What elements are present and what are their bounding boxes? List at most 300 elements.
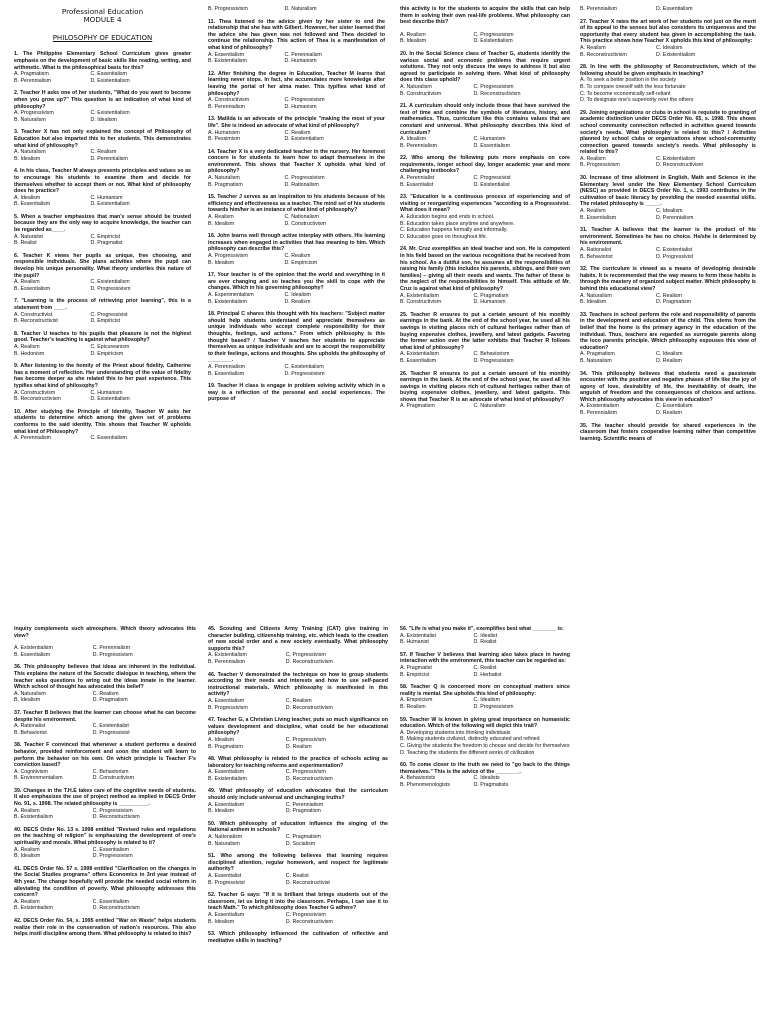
answer-option: C. Existentialist <box>92 723 129 730</box>
question-item <box>400 51 570 97</box>
question-stem <box>400 684 570 697</box>
answer-option: D. Perennialism <box>90 155 128 162</box>
answer-option: A. Rationalist <box>580 247 612 253</box>
question-text: In his class, Teacher M always presents principles and values so as to encourage his students to examine them and decide for themselves whether to accept them or not. What kind of philosophy does he practice? <box>14 168 191 195</box>
answer-options <box>400 293 570 306</box>
answer-option: D. Realism <box>656 410 682 417</box>
question-item <box>400 246 570 305</box>
answer-option: B. Perennialism <box>400 142 438 149</box>
question-item <box>208 194 385 227</box>
answer-option: B. Essentialism <box>580 214 617 221</box>
answer-option: B. Existentialism <box>208 58 247 65</box>
question-item <box>580 64 756 104</box>
answer-option: D. Empiricism <box>90 350 124 357</box>
answer-options <box>208 130 385 143</box>
question-item <box>14 626 196 658</box>
answer-option: B. Existentialism <box>208 775 247 782</box>
question-stem <box>14 918 196 938</box>
answer-option: B. Idealism <box>208 220 235 227</box>
question-text: Teacher V demonstrated the technique on how to group students according to their needs and interests and how to use self-paced instructional materials. Which philosophy is manifested in this activity? <box>208 671 388 698</box>
question-text: Teacher A believes that the learner is the product of his environment. Sometimes he has no choice. He/she is determined by his environment. <box>580 227 756 247</box>
question-number: 13. <box>208 116 216 123</box>
answer-options <box>208 802 388 815</box>
answer-option: D. Constructivism <box>284 220 326 227</box>
question-text: Increase of time allotment in English, Math and Science in the Elementary level under the New Elementary School Curriculum (NESC) as provided in DECS Order No. 1, s. 1993 contributes in the cultivation of basic literacy by providing the needed essential skills. The related philosophy is _____. <box>580 175 756 208</box>
answer-option: C. Behaviorism <box>473 351 510 358</box>
question-stem <box>14 409 191 435</box>
question-number: 8. <box>14 330 19 337</box>
question-stem <box>580 110 756 156</box>
answer-option: C. Progressivism <box>285 769 326 776</box>
answer-option: B. Pragmatism <box>208 743 243 750</box>
question-text: Teacher W is known in giving great importance on humanistic education. Which of the following will depict this trait? <box>400 716 570 730</box>
question-stem <box>208 717 388 737</box>
question-item <box>400 684 570 710</box>
answer-option: A. Realism <box>400 31 426 38</box>
answer-option: A. Idealism <box>208 736 235 743</box>
question-stem <box>208 931 388 944</box>
answer-option: D. Reconstructivism <box>285 918 333 925</box>
question-number: 25. <box>400 311 408 318</box>
question-number: 5. <box>14 213 19 220</box>
question-text: The curriculum is viewed as a means of developing desirable habits. It is recommended that the way means to form these habits is through the mastery of organized subject matter. Which philosophy is behind this educational view? <box>580 266 756 292</box>
answer-option: A. Essentialism <box>208 911 245 918</box>
answer-option: C. Progressivism <box>92 807 133 814</box>
question-item <box>14 214 191 247</box>
answer-options <box>400 175 570 188</box>
answer-options <box>14 435 191 442</box>
answer-option: B. Environmentalism <box>14 775 63 782</box>
answer-option: B. Idealism <box>14 155 41 162</box>
question-item <box>14 90 191 123</box>
question-text: Teacher X is a very dedicated teacher in the nursery. Her foremost concern is for students to learn how to adapt themselves in the environment. This shows that Teacher X upholds what kind of philosophy? <box>208 148 385 175</box>
question-stem <box>400 312 570 352</box>
question-number: 11. <box>208 18 216 25</box>
answer-options <box>400 403 570 410</box>
answer-option: A. Pragmatism <box>580 351 615 358</box>
question-text: Teacher B believes that the learner can choose what he can become despite his environment. <box>14 709 196 723</box>
question-number: 30. <box>580 175 588 182</box>
question-item <box>14 331 191 357</box>
answer-options <box>400 84 570 97</box>
question-stem <box>580 227 756 247</box>
answer-option: A. Behaviorists <box>400 775 436 782</box>
answer-option: A. To seek a better position in the society <box>580 77 677 84</box>
answer-option: D. Reconstructivism <box>656 162 704 169</box>
question-number: 37. <box>14 709 22 716</box>
question-number: 1. <box>14 51 19 58</box>
answer-option: C. Giving the students the freedom to choose and decide for themselves <box>400 742 570 749</box>
question-stem <box>400 371 570 404</box>
question-text: In line with the philosophy of Reconstructivism, which of the following should be given emphasis in teaching? <box>580 64 756 77</box>
question-stem <box>400 717 570 730</box>
answer-options <box>208 698 388 711</box>
answer-option: A. Naturalism <box>400 83 432 90</box>
page1-column-2 <box>208 6 385 409</box>
answer-option: C. Perennialism <box>284 51 322 58</box>
answer-options <box>14 110 191 123</box>
question-item <box>14 129 191 162</box>
answer-option: C. Pragmatism <box>473 292 509 299</box>
question-item <box>14 827 196 860</box>
answer-option: C. Perennialism <box>92 645 130 652</box>
answer-option: C. Essentialism <box>92 846 130 853</box>
question-item <box>14 742 196 782</box>
answer-option: D. Reconstructivism <box>92 905 140 912</box>
answer-option: D. Humanism <box>284 58 317 65</box>
answer-option: D. Reconstructivism <box>285 775 333 782</box>
answer-option: B. Perennialism <box>208 658 246 665</box>
question-text: DECS Order No. 57 s. 1998 entitled "Clarification on the changes in the Social Studies programs" offers Economics in 3rd year instead of 4th year. The change hopefully will provide the needed social reform in alleviating the condition of poverty. What philosophy addresses this concern? <box>14 865 196 899</box>
answer-options <box>208 292 385 305</box>
answer-options <box>14 390 191 403</box>
answer-option: B. Existentialism <box>14 814 53 821</box>
answer-option: C. Realist <box>285 873 309 879</box>
answer-option: D. Reconstructivism <box>92 814 140 821</box>
question-item <box>580 6 756 13</box>
question-item <box>580 227 756 260</box>
question-stem <box>14 51 191 71</box>
document-page-2 <box>0 618 768 1024</box>
question-number: 15. <box>208 194 216 201</box>
answer-option: D. Empiricist <box>90 318 121 325</box>
question-item <box>208 756 388 782</box>
answer-option: C. Realism <box>656 292 682 299</box>
answer-option: B. Perennialism <box>208 103 246 110</box>
answer-option: A. Existentialism <box>400 292 439 299</box>
answer-option: C. Nationalism <box>284 214 319 221</box>
question-item <box>208 672 388 712</box>
question-stem <box>580 423 756 443</box>
answer-option: A. Idealism <box>14 194 41 201</box>
answer-option: A. Essentialism <box>208 697 245 704</box>
answer-option: D. Existentialism <box>473 38 513 45</box>
question-stem <box>580 19 756 45</box>
question-stem <box>14 129 191 149</box>
answer-option: A. Existentialism <box>208 652 247 659</box>
question-stem <box>208 149 385 175</box>
question-text: Teacher X rates the art work of her students not just on the merit of its appeal to the senses but also considers its uniqueness and the opportunity that every student has given in accomplishing the task. This practice shows how Teacher X upholds this kind of philosophy: <box>580 18 756 45</box>
question-number: 27. <box>580 18 588 25</box>
question-text: Teacher K views her pupils as unique, free choosing, and responsible individuals. She plans activities where the pupil can develop his unique personality. What theory underlies this nature of the pupil? <box>14 252 191 279</box>
answer-option: A. Essentialism <box>208 51 245 58</box>
question-item <box>208 71 385 111</box>
answer-options <box>208 737 388 750</box>
answer-option: A. Essentialist <box>208 873 242 879</box>
answer-option: A. Existentialism <box>580 403 619 410</box>
answer-option: A. Developing students into thinking individuals <box>400 729 511 736</box>
question-text: Changes in the T.H.E takes care of the cognitive needs of students. It also emphasizes the use of project method as implied in DECS Order No. 91, s. 1998. The related philosophy is __________. <box>14 787 196 808</box>
question-stem <box>580 371 756 404</box>
question-stem <box>208 821 388 834</box>
answer-options <box>400 665 570 678</box>
answer-option: A. Realism <box>14 343 40 350</box>
answer-option: B. Reconstructivism <box>580 51 627 58</box>
question-stem <box>400 246 570 292</box>
question-number: 49. <box>208 788 216 795</box>
answer-option: C. Progressivist <box>473 175 511 182</box>
question-text: After finishing the degree in Education, Teacher M learns that learning never stops. In fact, she accumulates more knowledge after leaving the portal of her alma mater. This typifies what kind of philosophy? <box>208 70 385 97</box>
question-item <box>400 762 570 788</box>
question-number: 40. <box>14 826 22 833</box>
answer-option: D. Pragmatist <box>90 240 123 247</box>
answer-option: D. Progressivism <box>473 357 514 364</box>
document-header <box>14 8 191 25</box>
document-title: Professional Education <box>61 7 144 16</box>
question-number: 24. <box>400 246 408 253</box>
answer-option: C. Idealism <box>284 291 311 298</box>
answer-option: B. Existentialism <box>14 905 53 912</box>
answer-option: D. Progressivism <box>92 853 133 860</box>
question-item <box>14 363 191 403</box>
question-item <box>208 853 388 886</box>
answer-option: B. Perennialism <box>14 77 52 84</box>
answer-option: A. Humanism <box>208 129 240 136</box>
answer-options <box>580 403 756 416</box>
question-stem <box>14 253 191 279</box>
answer-option: D. Realism <box>656 357 682 364</box>
question-item <box>208 19 385 65</box>
question-text: Thea listened to the advice given by her sister to end the relationship that she has with Gilbert. However, her sister learned that the advice she has given was not followed and Thea decided to continue the relationship. This action of Thea is a manifestation of what kind of philosophy? <box>208 18 385 51</box>
answer-option: A. Constructivism <box>208 97 250 104</box>
answer-option: B. Progressivism <box>208 6 248 12</box>
question-item <box>400 371 570 411</box>
question-number: 34. <box>580 370 588 377</box>
answer-option: C. Realist <box>473 664 497 671</box>
question-text: After studying the Principle of Identity, Teacher W asks her students to determine which among the given set of problems conforms to the said identity. This shows that Teacher W upholds what kind of Philosophy? <box>14 408 191 435</box>
question-stem: inquiry complements such atmosphere. Which theory advocates this view? <box>14 626 196 639</box>
answer-option: C. Essentialism <box>656 403 693 410</box>
question-item <box>400 194 570 240</box>
question-text: Your teacher is of the opinion that the world and everything in it are ever changing and so teaches you the skill to cope with the changes. Which in his governing philosophy? <box>208 272 385 292</box>
question-text: What philosophy is related to the practice of schools acting as laboratory for teaching reforms and experimentation? <box>208 756 388 769</box>
answer-option: C. Education happens formally and informally. <box>400 227 508 234</box>
question-text: Principal C shares this thought with his teachers: "Subject matter should help students understand and appreciate themselves as unique individuals who accept complete responsibility for their thoughts, feelings, and actions." From which philosophy is this thought based? / Teacher V teaches her students to appreciate themselves as unique individuals and are to accept the responsibility to their feelings, actions and thoughts. She upholds the philosophy of ________. <box>208 311 385 364</box>
answer-option: A. Empiricism <box>400 697 433 704</box>
question-text: This philosophy believes that students need a passionate encounter with the positive and negative phases of life like the joy of agony of love, desirability of life, the inevitability of death, the anguish of freedom and the consequences of choices and actions. Which philosophy advocates this view in education? <box>580 370 756 403</box>
answer-options <box>580 77 756 103</box>
answer-option: A. Naturalism <box>14 149 46 156</box>
answer-option: D. Essentialism <box>473 142 510 149</box>
question-item <box>580 266 756 306</box>
answer-option: D. Realism <box>284 298 311 305</box>
answer-option: C. Realism <box>90 149 117 156</box>
answer-option: D. Progressivism <box>473 703 514 710</box>
answer-options <box>400 730 570 756</box>
answer-option: B. To compare oneself with the less fortunate <box>580 83 686 90</box>
answer-option: C. Naturalism <box>473 403 506 410</box>
answer-option: D. Existentialism <box>656 51 696 58</box>
answer-option: C. Essentialism <box>92 898 130 905</box>
answer-option: C. Humanism <box>90 389 123 396</box>
question-item <box>14 51 191 84</box>
answer-option: A. Realism <box>14 807 40 814</box>
answer-option: D. Pragmatism <box>92 697 128 704</box>
answer-option: D. Existentialism <box>90 396 130 403</box>
answer-option: D. Constructivism <box>92 775 135 782</box>
answer-option: B. Progressivism <box>208 704 248 711</box>
answer-option: A. Pragmatist <box>400 664 432 671</box>
question-number: 45. <box>208 626 216 632</box>
answer-options <box>14 723 196 736</box>
question-stem <box>14 168 191 194</box>
answer-option: B. Constructivism <box>400 299 442 306</box>
answer-option: D. Education goes on throughout life. <box>400 233 488 240</box>
answer-options <box>580 247 756 260</box>
answer-option: B. Empiricist <box>400 671 430 678</box>
answer-option: A. Education begins and ends in school. <box>400 214 495 221</box>
answer-option: D. To designate one's superiority over the others <box>580 97 694 104</box>
answer-option: A. Nationalism <box>208 834 243 841</box>
answer-option: C. Progressivism <box>285 652 326 659</box>
question-stem <box>208 892 388 912</box>
answer-option: B. Progressivism <box>580 162 620 169</box>
answer-option: C. Progressivism <box>284 97 325 104</box>
question-item <box>208 892 388 925</box>
answer-option: B. Constructivism <box>400 90 442 97</box>
answer-option: D. Realism <box>285 743 312 750</box>
question-item <box>400 103 570 149</box>
question-item <box>208 6 385 13</box>
question-text: In the Social Science class of Teacher G, students identify the various social and economic problems that require urgent solutions. They not only discuss the ways to address it but also agreed to participate in solving them. What kind of philosophy does this class uphold? <box>400 50 570 84</box>
answer-options <box>14 344 191 357</box>
question-number: 48. <box>208 756 216 763</box>
question-number: 3. <box>14 129 19 136</box>
question-number: 56. <box>400 626 408 632</box>
question-number: 39. <box>14 787 22 794</box>
answer-option: D. Humanism <box>284 103 317 110</box>
answer-option: C. Progressivism <box>473 83 514 90</box>
answer-option: C. Realism <box>92 690 119 697</box>
answer-option: C. Realism <box>284 129 311 136</box>
question-text: To come closer to the truth we need to "go back to the things themselves." This is the advice of the ________. <box>400 762 570 775</box>
answer-options <box>14 691 196 704</box>
answer-option: D. Pragmatism <box>285 808 321 815</box>
answer-options <box>14 279 191 292</box>
question-number: 12. <box>208 70 216 77</box>
question-stem <box>208 853 388 873</box>
question-text: When a teacher emphasizes that man's sense should be trusted because they are the only way to acquire knowledge, the teacher can be regarded as____. <box>14 213 191 234</box>
answer-option: C. Essentialism <box>90 71 127 78</box>
question-text: DECS Order No. 54, s. 1995 entitled "War on Waste" helps students realize their role in the conservation of nation's resources. This also helps instil discipline among them. What philosophy is related to this? <box>14 917 196 938</box>
answer-option: A. Progressivism <box>14 110 54 117</box>
question-stem <box>208 19 385 52</box>
question-text: Which philosophy of education influence the singing of the National anthem in schools? <box>208 820 388 834</box>
question-number: 17. <box>208 272 216 279</box>
question-text: Who among the following puts more emphasis on core requirements, longer school day, longer academic year and more challenging textbooks? <box>400 155 570 175</box>
section-title: PHILOSOPHY OF EDUCATION <box>52 33 153 42</box>
question-text: Scouting and Citizens Army Training (CAT) give training in character building, citizenship training, etc. which leads to the creation of new social order and a new society eventually. What philosophy supports this? <box>208 626 388 652</box>
question-number: 9. <box>14 363 19 370</box>
question-stem <box>14 331 191 344</box>
question-item <box>14 298 191 324</box>
question-text: Joining organizations or clubs in school is requisite to granting of academic distinction under DECS Order No. 65, s. 1998. This shows school community connection reflected in activities geared towards society's needs. What philosophy is related to this? / Activities planned by school clubs or organizations show school-community connection geared towards society's needs. What philosophy is related to this? <box>580 109 756 156</box>
answer-option: A. Idealism <box>400 136 427 143</box>
question-stem <box>400 626 570 633</box>
question-item <box>14 253 191 293</box>
question-stem <box>580 312 756 352</box>
answer-option: D. Perennialism <box>656 214 694 221</box>
answer-option: B. Progressivist <box>208 879 245 886</box>
question-stem <box>580 175 756 208</box>
question-stem <box>400 155 570 175</box>
question-stem <box>580 64 756 77</box>
answer-option: A. Constructivism <box>14 389 56 396</box>
answer-option: D. Realist <box>473 639 497 646</box>
question-text: The teacher should provide for shared experiences in the classroom that fosters cooperative learning rather than competitive learning. Scientific means of <box>580 422 757 442</box>
question-stem <box>400 762 570 775</box>
answer-options <box>580 156 756 169</box>
answer-option: A. Realism <box>208 214 234 221</box>
answer-option: D. Pragmatism <box>656 299 692 306</box>
answer-option: A. Perennialism <box>208 363 246 370</box>
question-number: 35. <box>580 422 588 429</box>
page2-column-3 <box>400 626 570 794</box>
question-number: 26. <box>400 370 408 377</box>
answer-option: A. Realism <box>580 208 606 215</box>
question-number: 57. <box>400 651 408 658</box>
answer-option: C. Existentialist <box>656 247 693 253</box>
question-item <box>208 233 385 266</box>
answer-options <box>208 6 385 13</box>
answer-options <box>208 175 385 188</box>
question-number: 52. <box>208 892 216 899</box>
question-item <box>14 866 196 912</box>
question-stem <box>14 788 196 808</box>
answer-option: A. Perennialist <box>400 175 435 182</box>
answer-option: B. Perennialism <box>580 6 618 12</box>
question-number: 29. <box>580 109 588 116</box>
answer-option: C. Pragmatism <box>285 834 321 841</box>
answer-option: A. Pragmatism <box>14 71 49 78</box>
answer-option: A. Realism <box>580 44 606 51</box>
question-text: Teacher Q is concerned more on conceptual matters since reality is mental. She upholds this kind of philosophy: <box>400 684 570 697</box>
answer-option: B. Pessimism <box>208 136 241 143</box>
answer-options <box>14 71 191 84</box>
question-number: 22. <box>400 155 408 162</box>
answer-options <box>208 912 388 925</box>
answer-options <box>580 6 756 13</box>
answer-option: B. Essentialism <box>14 285 51 292</box>
question-stem <box>208 272 385 292</box>
question-stem <box>14 827 196 847</box>
question-stem <box>400 103 570 136</box>
question-stem <box>14 742 196 768</box>
answer-options <box>400 633 570 646</box>
question-item <box>14 788 196 821</box>
question-item <box>400 6 570 45</box>
answer-option: D. Existentialism <box>90 201 130 208</box>
answer-option: A. Existentialism <box>400 351 439 358</box>
question-text: Teachers in school perform the role and responsibility of parents in the development and education of the child. This stems from the belief that the home is the primary agency in the education of the individual. Thus, teachers are regarded as surrogate parents along the loco parentis principle. Which philosophy espouses this view of education? <box>580 311 756 351</box>
question-item <box>580 175 756 221</box>
question-stem <box>14 214 191 234</box>
question-text: Teacher H asks one of her students, "What do you want to become when you grow up?" This question is an indication of what kind of philosophy? <box>14 90 191 110</box>
question-text: "Learning is the process of retrieving prior learning", this is a statement from ____. <box>14 298 191 311</box>
answer-option: A. Constructivist <box>14 311 53 318</box>
question-item <box>400 626 570 646</box>
question-number: 46. <box>208 671 216 678</box>
question-stem: this activity is for the students to acquire the skills that can help them in solving their own real-life problems. What philosophy can best describe this? <box>400 6 570 26</box>
question-number: 51. <box>208 853 216 860</box>
answer-option: B. Idealism <box>14 853 41 860</box>
question-number: 47. <box>208 717 216 724</box>
question-number: 16. <box>208 233 216 240</box>
answer-option: C. Progressivism <box>284 175 325 182</box>
answer-option: D. Reconstructivism <box>285 704 333 711</box>
answer-option: B. Essentialism <box>14 201 51 208</box>
question-stem <box>14 298 191 311</box>
